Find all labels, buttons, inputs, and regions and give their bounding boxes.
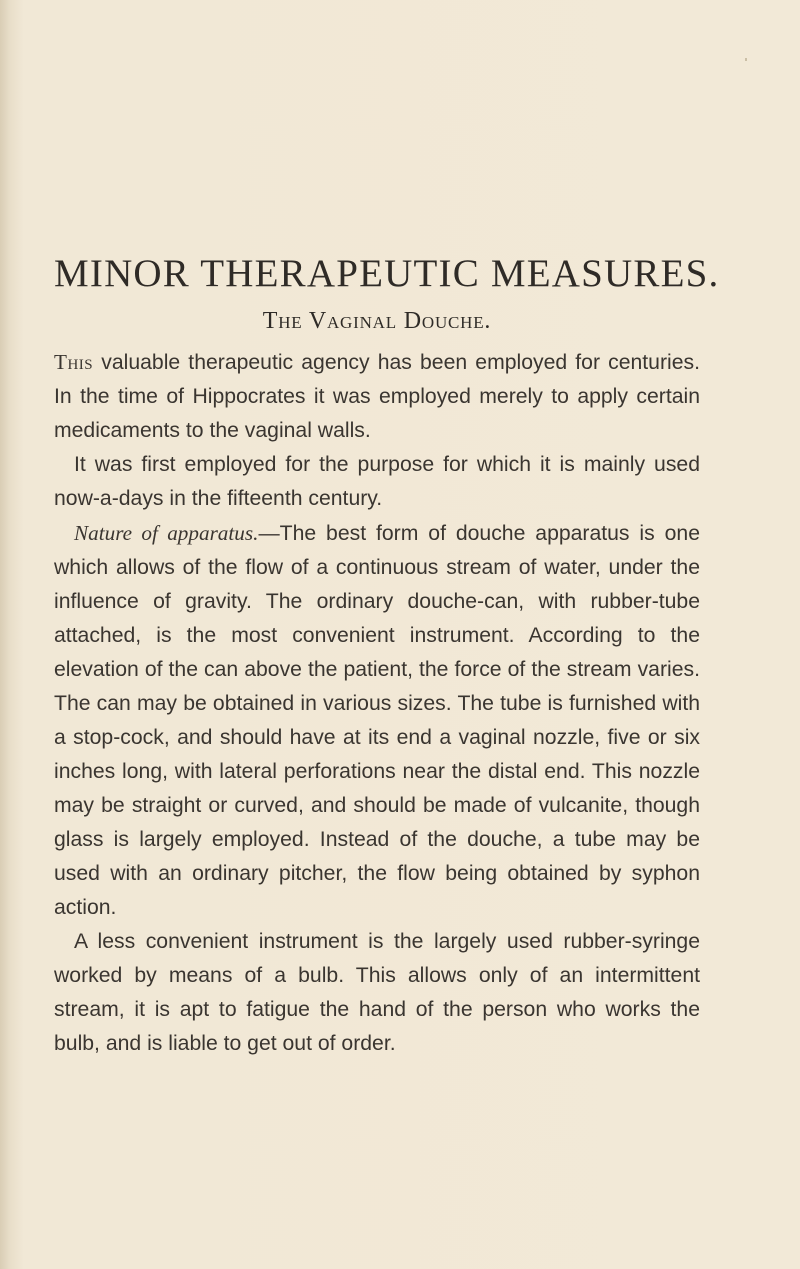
paragraph-2-text: It was first employed for the purpose for which it is mainly used now-a-days in the fifteenth century. (54, 453, 700, 510)
paragraph-1 (54, 345, 700, 448)
paragraph-3-text: —The best form of douche apparatus is one which allows of the flow of a continuous stream of water, under the influence of gravity. The ordinary douche-can, with rubber-tube attached, is the most convenient instrument. According to the elevation of the can above the patient, the force of the stream varies. The can may be obtained in various sizes. The tube is furnished with a stop-cock, and should have at its end a vaginal nozzle, five or six inches long, with lateral perforations near the distal end. This nozzle may be straight or curved, and should be made of vulcanite, though glass is largely employed. Instead of the douche, a tube may be used with an ordinary pitcher, the flow being obtained by syphon action. (54, 522, 700, 919)
paragraph-3 (54, 516, 700, 925)
chapter-title: MINOR THERAPEUTIC MEASURES. (54, 252, 720, 295)
page-content (54, 250, 720, 1061)
paragraph-2 (54, 448, 700, 516)
paragraph-1-lead-in: This (54, 350, 94, 374)
paragraph-4 (54, 925, 700, 1061)
paper-speck (745, 58, 747, 61)
paragraph-1-text: valuable therapeutic agency has been employed for centuries. In the time of Hippocrates it was employed merely to apply certain medicaments to the vaginal walls. (54, 351, 700, 442)
paragraph-3-side-heading: Nature of apparatus. (74, 521, 259, 545)
section-heading: The Vaginal Douche. (262, 308, 492, 334)
body-text (54, 345, 700, 1061)
paragraph-4-text: A less convenient instrument is the largely used rubber-syringe worked by means of a bulb. This allows only of an intermittent stream, it is apt to fatigue the hand of the person who works the bulb, and is liable to get out of order. (54, 930, 700, 1055)
